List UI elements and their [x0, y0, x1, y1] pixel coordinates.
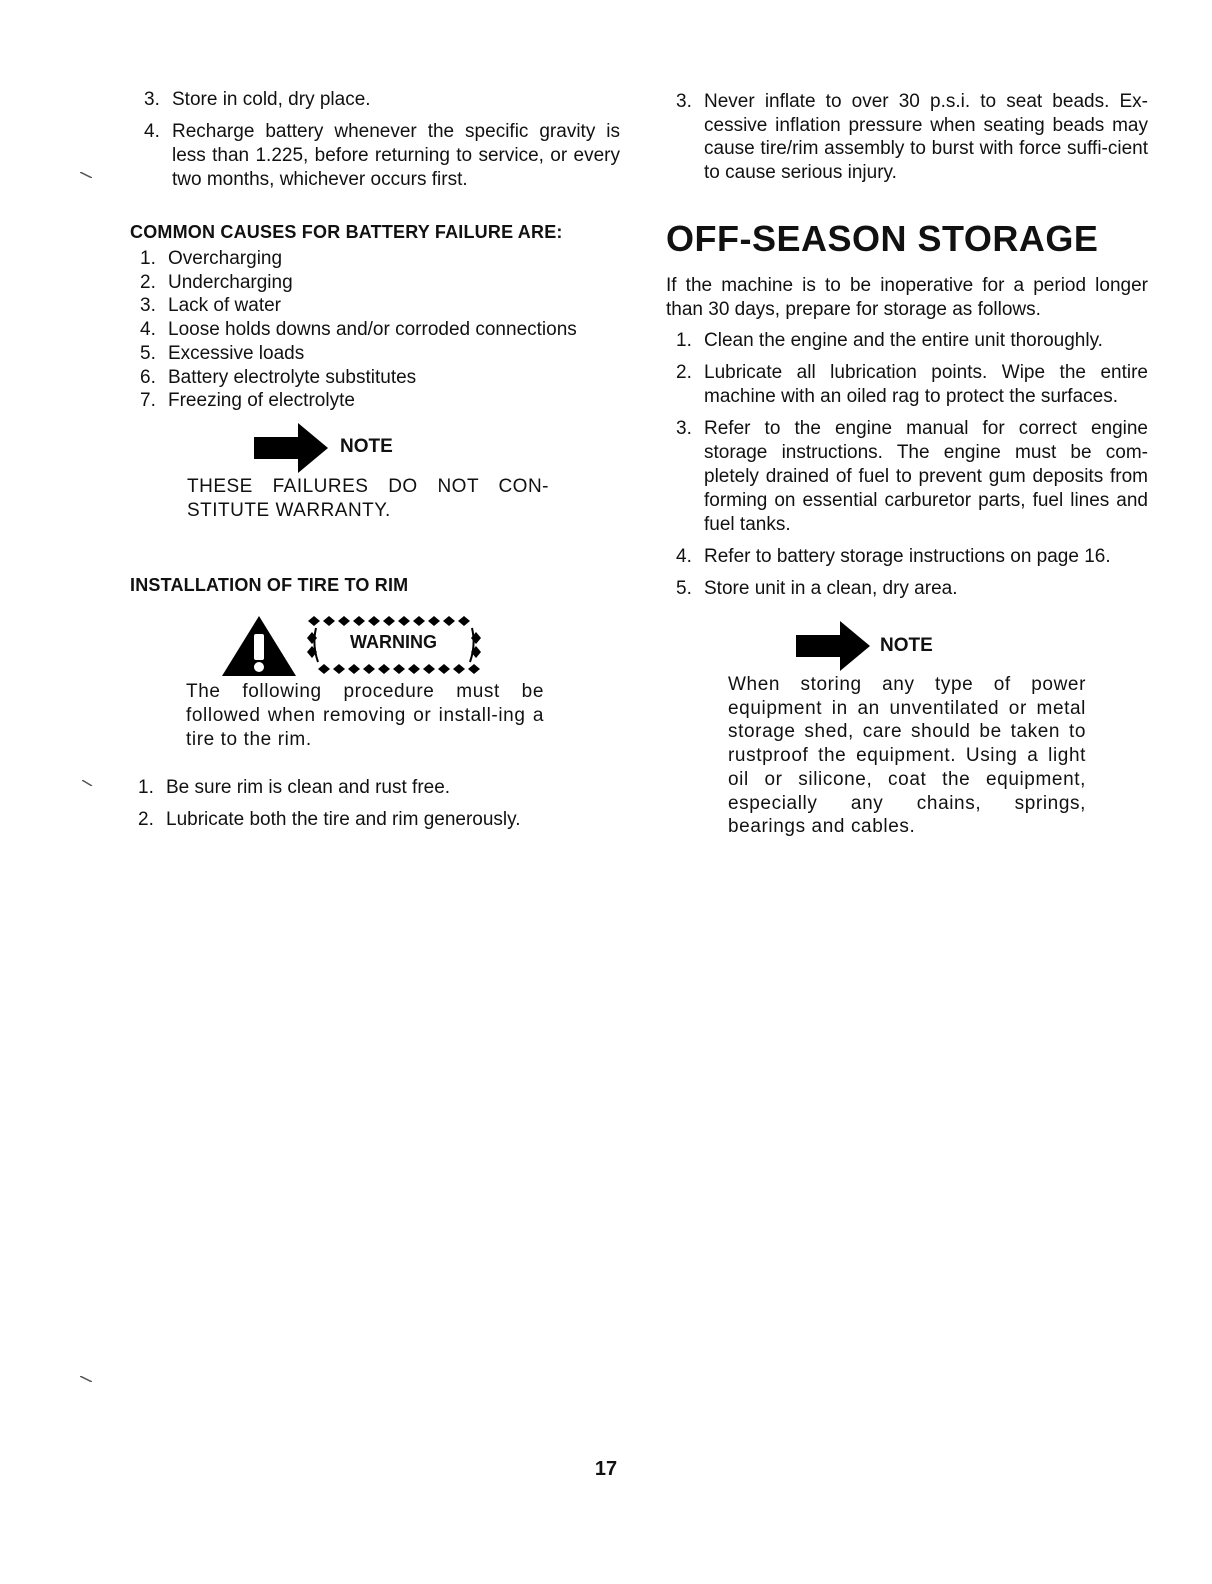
- tire-steps: [130, 776, 620, 832]
- causes-list: [130, 247, 620, 413]
- arrow-right-icon: [254, 423, 328, 473]
- storage-intro: If the machine is to be inoperative for a period longer than 30 days, prepare for storage as follows.: [666, 275, 1148, 320]
- item-number: 4.: [140, 319, 156, 341]
- item-number: 3.: [676, 418, 692, 439]
- list-item: [666, 417, 1148, 537]
- item-number: 4.: [676, 546, 692, 567]
- note-callout: [130, 423, 620, 475]
- list-item: [130, 808, 620, 832]
- note-label: NOTE: [340, 435, 393, 457]
- list-item: [666, 545, 1148, 569]
- causes-heading: COMMON CAUSES FOR BATTERY FAILURE ARE:: [130, 222, 563, 242]
- item-text: Be sure rim is clean and rust free.: [166, 776, 451, 798]
- list-item: [666, 361, 1148, 409]
- warning-callout: [130, 610, 620, 680]
- left-column: [130, 88, 620, 840]
- item-number: 4.: [144, 121, 160, 142]
- warning-triangle-icon: [220, 614, 298, 678]
- page-number: 17: [594, 1458, 618, 1480]
- item-number: 5.: [140, 342, 156, 364]
- item-text: Clean the engine and the entire unit thoroughly.: [704, 330, 1103, 351]
- item-number: 7.: [140, 390, 156, 412]
- item-text: Lubricate all lubrication points. Wipe the entire machine with an oiled rag to protect the surfaces.: [704, 362, 1148, 407]
- scan-speck: [80, 172, 92, 178]
- list-item: [130, 318, 620, 342]
- list-item: [130, 776, 620, 800]
- item-text: Freezing of electrolyte: [168, 390, 355, 412]
- item-text: Refer to the engine manual for correct engine storage instructions. The engine must be com-pletely drained of fuel to prevent gum deposits from forming on essential carburetor parts, fuel lines and fuel tanks.: [704, 418, 1148, 535]
- item-number: 6.: [140, 366, 156, 388]
- item-text: Undercharging: [168, 271, 293, 293]
- item-number: 2.: [140, 271, 156, 293]
- item-text: Recharge battery whenever the specific gravity is less than 1.225, before returning to service, or every two months, whichever occurs first.: [172, 121, 620, 190]
- list-item: [130, 294, 620, 318]
- item-number: 5.: [676, 578, 692, 599]
- list-item: [130, 389, 620, 413]
- note-text: THESE FAILURES DO NOT CON-STITUTE WARRANTY.: [187, 475, 549, 521]
- list-item: [130, 366, 620, 390]
- item-text: Lubricate both the tire and rim generously.: [166, 808, 521, 830]
- item-text: Store in cold, dry place.: [172, 89, 371, 110]
- item-number: 1.: [138, 776, 154, 798]
- tire-heading: INSTALLATION OF TIRE TO RIM: [130, 574, 409, 595]
- list-item: [666, 90, 1148, 184]
- item-number: 1.: [140, 248, 156, 269]
- list-item: [130, 88, 620, 112]
- item-text: Battery electrolyte substitutes: [168, 366, 417, 388]
- item-text: Overcharging: [168, 248, 283, 269]
- note-callout: [666, 621, 1148, 673]
- section-title: OFF-SEASON STORAGE: [666, 218, 1099, 259]
- list-item: [666, 577, 1148, 601]
- item-number: 1.: [676, 330, 692, 351]
- item-text: Lack of water: [168, 295, 281, 317]
- arrow-right-icon: [796, 621, 870, 671]
- item-number: 3.: [140, 295, 156, 317]
- note-label: NOTE: [880, 635, 933, 656]
- scan-speck: [82, 780, 94, 786]
- item-number: 3.: [676, 91, 692, 112]
- list-item: [130, 120, 620, 192]
- item-text: Refer to battery storage instructions on page 16.: [704, 546, 1111, 567]
- warning-text: The following procedure must be followed when removing or install-ing a tire to the rim.: [186, 680, 544, 750]
- note-text: When storing any type of power equipment in an unventilated or metal storage shed, care should be taken to rustproof the equipment. Using a light oil or silicone, coat the equipment, especially any chains, springs, bearings and cables.: [728, 674, 1086, 838]
- list-item: [130, 342, 620, 366]
- warning-label: WARNING: [350, 631, 437, 652]
- item-number: 2.: [676, 362, 692, 383]
- list-item: [666, 329, 1148, 353]
- item-text: Store unit in a clean, dry area.: [704, 578, 958, 599]
- list-item: [130, 271, 620, 295]
- item-text: Never inflate to over 30 p.s.i. to seat beads. Ex-cessive inflation pressure when seating beads may cause tire/rim assembly to burst with force suffi-cient to cause serious injury.: [704, 91, 1148, 183]
- right-column: [666, 90, 1148, 839]
- item-number: 2.: [138, 808, 154, 830]
- storage-steps: [666, 329, 1148, 601]
- list-item: [130, 247, 620, 271]
- item-text: Excessive loads: [168, 342, 305, 364]
- scan-speck: [80, 1376, 92, 1382]
- item-number: 3.: [144, 89, 160, 110]
- item-text: Loose holds downs and/or corroded connections: [168, 319, 577, 341]
